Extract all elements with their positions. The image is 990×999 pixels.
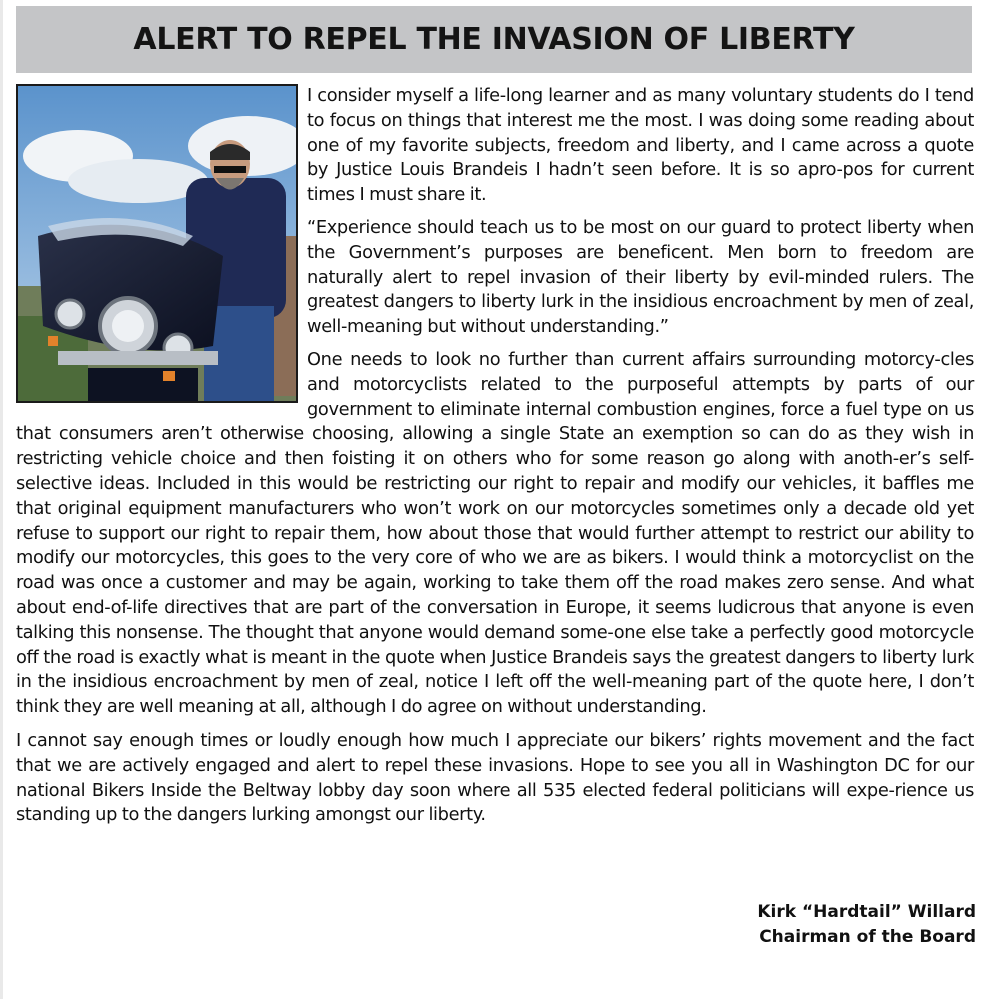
motorcyclist-photo xyxy=(16,84,298,403)
photo-illustration xyxy=(18,86,296,401)
page-edge xyxy=(0,0,3,999)
author-role: Chairman of the Board xyxy=(759,927,976,947)
paragraph-intro: I consider myself a life-long learner and as many voluntary students do I tend to focus on things that interest me the most. I was doing some reading about one of my favorite subjects, freedom and liberty, and I came across a quote by Justice Louis Brandeis I hadn’t seen before. It is so apro-pos for current times I must share it. xyxy=(307,85,974,206)
article-title: ALERT TO REPEL THE INVASION OF LIBERTY xyxy=(133,22,855,57)
author-name: Kirk “Hardtail” Willard xyxy=(757,902,976,922)
paragraph-quote: “Experience should teach us to be most on our guard to protect liberty when the Government’s purposes are beneficent. Men born to freedom are naturally alert to repel invasion of their liberty by evil-minded rulers. The greatest dangers to liberty lurk in the insidious encroachment by men of zeal, well-meaning but without understanding.” xyxy=(307,216,974,338)
title-banner xyxy=(16,6,972,73)
paragraph-closing: I cannot say enough times or loudly enough how much I appreciate our bikers’ rights movement and the fact that we are actively engaged and alert to repel these invasions. Hope to see you all in Washington DC for our national Bikers Inside the Beltway lobby day soon where all 535 elected federal politicians will expe-rience us standing up to the dangers lurking amongst our liberty. xyxy=(16,729,974,826)
signature-block xyxy=(757,900,976,950)
paragraph-main: One needs to look no further than current affairs surrounding motorcy-cles and motorcyclists related to the purposeful attempts by parts of our government to eliminate internal combustion engines, force a fuel type on us that consumers aren’t otherwise choosing, allowing a single State an exemption so can do as they wish in restricting vehicle choice and then foisting it on others who for some reason go along with anoth-er’s self-selective ideas. Included in this would be restricting our right to repair and modify our vehicles, it baffles me that original equipment manufacturers who won’t work on our motorcycles sometimes only a decade old yet refuse to support our right to repair them, how about those that would further attempt to restrict our ability to modify our motorcycles, this goes to the very core of who we are as bikers. I would think a motorcyclist on the road was once a customer and may be again, working to take them off the road makes zero sense. And what about end-of-life directives that are part of the conversation in Europe, it seems ludicrous that anyone is even talking this nonsense. The thought that anyone would demand some-one else take a perfectly good motorcycle off the road is exactly what is meant in the quote when Justice Brandeis says the greatest dangers to liberty lurk in the insidious encroachment by men of zeal, notice I left off the well-meaning part of the quote here, I don’t think they are well meaning at all, although I do agree on without understanding. xyxy=(16,348,974,718)
article-body xyxy=(16,84,974,836)
